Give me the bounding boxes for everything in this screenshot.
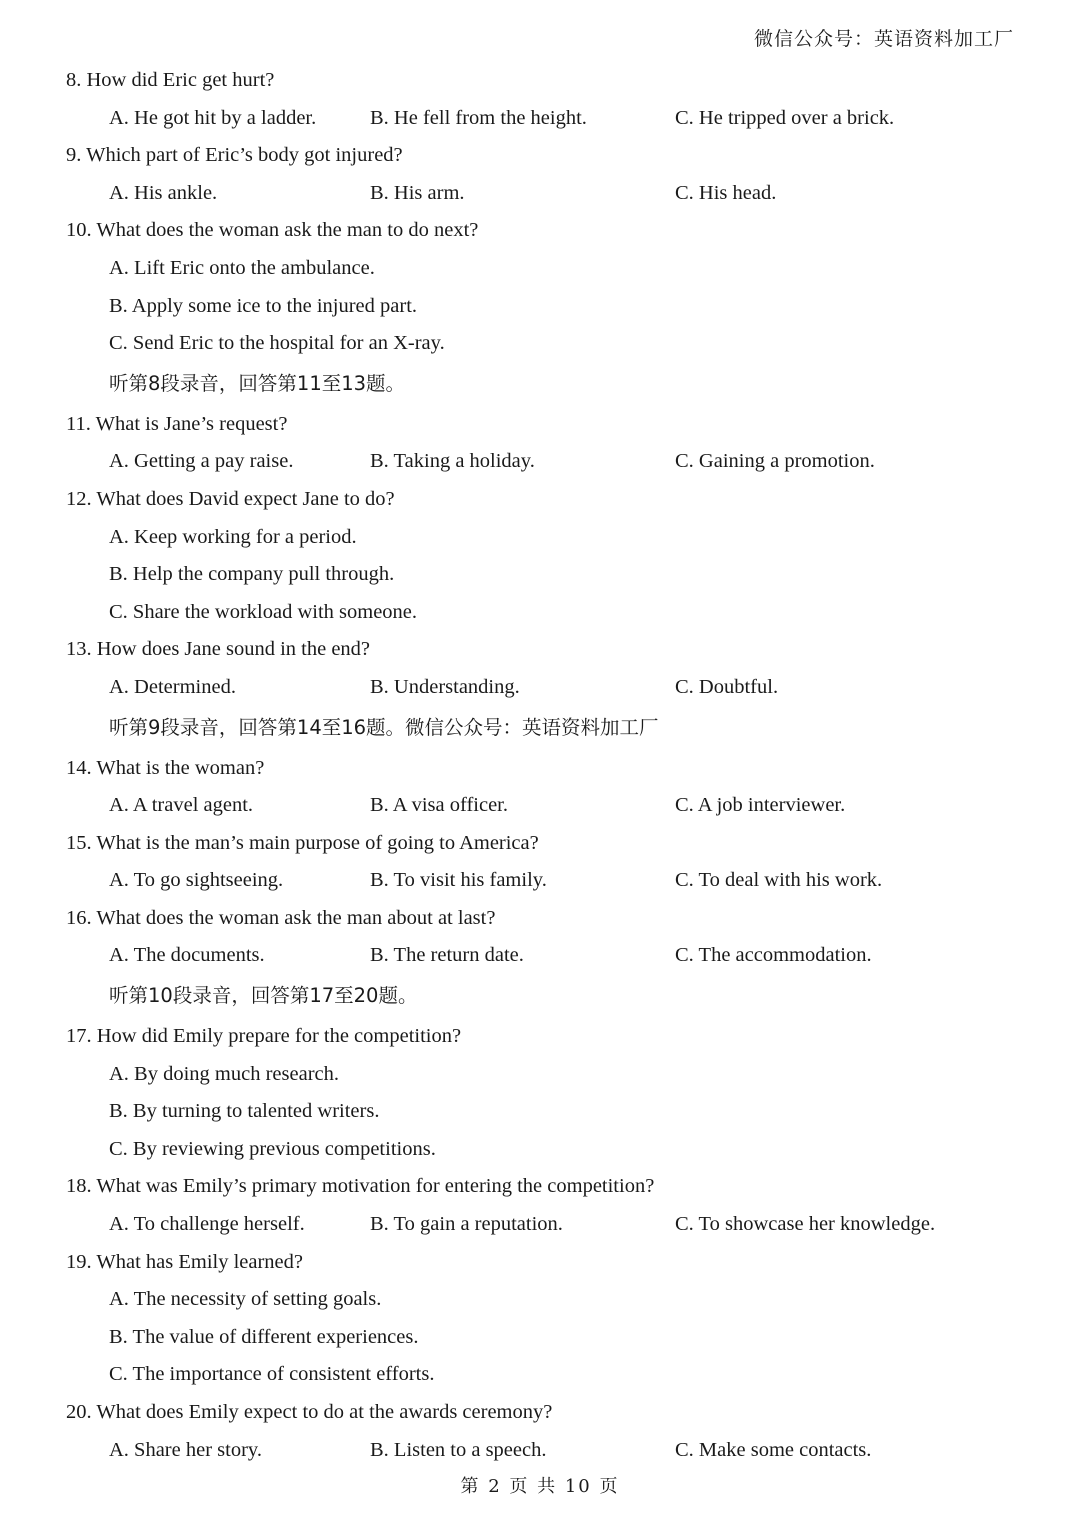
question-13-option-c[interactable]: C. Doubtful. bbox=[675, 675, 779, 698]
question-9-option-b[interactable]: B. His arm. bbox=[370, 181, 465, 204]
question-16-option-c[interactable]: C. The accommodation. bbox=[675, 944, 872, 967]
question-11-options bbox=[66, 443, 1026, 481]
question-16-option-b[interactable]: B. The return date. bbox=[370, 944, 524, 967]
question-19-option-a[interactable]: A. The necessity of setting goals. bbox=[109, 1288, 382, 1311]
question-11-option-b[interactable]: B. Taking a holiday. bbox=[370, 450, 535, 473]
question-9-option-a[interactable]: A. His ankle. bbox=[109, 181, 218, 204]
question-9-option-c[interactable]: C. His head. bbox=[675, 181, 777, 204]
question-14-option-b[interactable]: B. A visa officer. bbox=[370, 794, 508, 817]
question-11-option-a[interactable]: A. Getting a pay raise. bbox=[109, 450, 294, 473]
question-8-option-b[interactable]: B. He fell from the height. bbox=[370, 106, 587, 129]
page-number: 第 2 页 共 10 页 bbox=[460, 1476, 620, 1497]
question-15-options bbox=[66, 862, 1026, 900]
question-18-option-b[interactable]: B. To gain a reputation. bbox=[370, 1213, 563, 1236]
question-8-stem: 8. How did Eric get hurt? bbox=[66, 69, 275, 91]
question-11-option-c[interactable]: C. Gaining a promotion. bbox=[675, 450, 875, 473]
question-12-option-c[interactable]: C. Share the workload with someone. bbox=[109, 600, 418, 623]
question-20-option-b[interactable]: B. Listen to a speech. bbox=[370, 1438, 547, 1461]
question-15-option-c[interactable]: C. To deal with his work. bbox=[675, 869, 883, 892]
question-19-option-b[interactable]: B. The value of different experiences. bbox=[109, 1325, 419, 1348]
question-15-stem: 15. What is the man’s main purpose of going to America? bbox=[66, 831, 539, 854]
question-19-stem: 19. What has Emily learned? bbox=[66, 1250, 304, 1273]
section-instruction-10: 听第10段录音，回答第17至20题。 bbox=[109, 984, 418, 1008]
question-8-option-c[interactable]: C. He tripped over a brick. bbox=[675, 106, 895, 129]
question-15-option-a[interactable]: A. To go sightseeing. bbox=[109, 869, 284, 892]
section-instruction-8: 听第8段录音，回答第11至13题。 bbox=[109, 371, 406, 395]
question-12-stem: 12. What does David expect Jane to do? bbox=[66, 487, 395, 510]
question-20-stem: 20. What does Emily expect to do at the awards ceremony? bbox=[66, 1401, 553, 1423]
question-17-option-b[interactable]: B. By turning to talented writers. bbox=[109, 1100, 380, 1123]
question-18-option-c[interactable]: C. To showcase her knowledge. bbox=[675, 1213, 936, 1236]
question-13-option-a[interactable]: A. Determined. bbox=[109, 675, 236, 698]
question-17-option-c[interactable]: C. By reviewing previous competitions. bbox=[109, 1137, 436, 1160]
question-10-option-c[interactable]: C. Send Eric to the hospital for an X-ray. bbox=[109, 332, 445, 355]
question-19-option-c[interactable]: C. The importance of consistent efforts. bbox=[109, 1363, 435, 1386]
question-14-stem: 14. What is the woman? bbox=[66, 756, 265, 779]
question-13-options bbox=[66, 669, 1026, 707]
question-12-option-a[interactable]: A. Keep working for a period. bbox=[109, 525, 357, 548]
question-17-stem: 17. How did Emily prepare for the competition? bbox=[66, 1025, 462, 1048]
question-14-option-c[interactable]: C. A job interviewer. bbox=[675, 794, 846, 817]
question-13-stem: 13. How does Jane sound in the end? bbox=[66, 638, 371, 661]
question-11-stem: 11. What is Jane’s request? bbox=[66, 412, 288, 435]
question-8-option-a[interactable]: A. He got hit by a ladder. bbox=[109, 106, 317, 129]
question-10-option-a[interactable]: A. Lift Eric onto the ambulance. bbox=[109, 256, 375, 279]
question-14-option-a[interactable]: A. A travel agent. bbox=[109, 794, 254, 817]
question-20-options bbox=[66, 1432, 1026, 1470]
question-9-stem: 9. Which part of Eric’s body got injured? bbox=[66, 144, 403, 167]
question-9-options bbox=[66, 175, 1026, 213]
question-20-option-a[interactable]: A. Share her story. bbox=[109, 1438, 262, 1461]
question-10-stem: 10. What does the woman ask the man to do next? bbox=[66, 219, 479, 242]
question-10-option-b[interactable]: B. Apply some ice to the injured part. bbox=[109, 294, 418, 317]
question-18-options bbox=[66, 1206, 1026, 1244]
question-16-options bbox=[66, 937, 1026, 975]
question-20-option-c[interactable]: C. Make some contacts. bbox=[675, 1438, 872, 1461]
question-8-options bbox=[66, 100, 1026, 138]
header-note: 微信公众号：英语资料加工厂 bbox=[753, 28, 1014, 50]
question-17-option-a[interactable]: A. By doing much research. bbox=[109, 1062, 339, 1085]
question-12-option-b[interactable]: B. Help the company pull through. bbox=[109, 563, 395, 586]
question-18-stem: 18. What was Emily’s primary motivation for entering the competition? bbox=[66, 1175, 655, 1198]
question-15-option-b[interactable]: B. To visit his family. bbox=[370, 869, 547, 892]
question-16-stem: 16. What does the woman ask the man about at last? bbox=[66, 906, 496, 929]
question-16-option-a[interactable]: A. The documents. bbox=[109, 944, 265, 967]
question-14-options bbox=[66, 787, 1026, 825]
question-18-option-a[interactable]: A. To challenge herself. bbox=[109, 1213, 305, 1236]
question-13-option-b[interactable]: B. Understanding. bbox=[370, 675, 520, 698]
section-instruction-9: 听第9段录音，回答第14至16题。微信公众号：英语资料加工厂 bbox=[109, 715, 659, 739]
question-list bbox=[66, 62, 1026, 1469]
